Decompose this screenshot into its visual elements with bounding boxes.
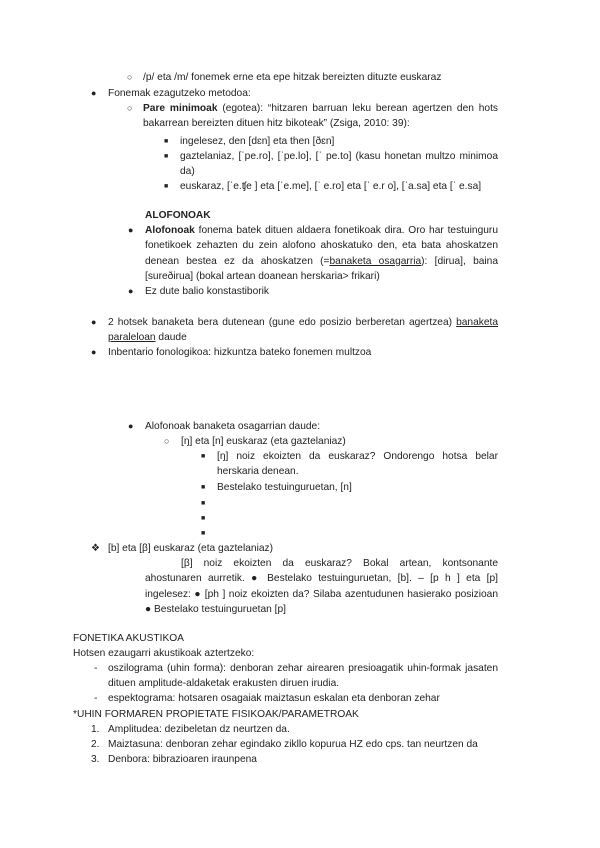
parallel-text-end: daude	[155, 332, 187, 344]
allophones-label: Alofonoak	[145, 225, 195, 236]
ng-elsewhere: Bestelako testuinguruetan, [n]	[217, 482, 352, 493]
minimal-pairs-label: Pare minimoak	[143, 103, 218, 114]
pm-phonemes-line: /p/ eta /m/ fonemek erne eta epe hitzak bereizten dituzte euskaraz	[143, 72, 442, 83]
parallel-distribution-item	[108, 315, 498, 346]
number-1: 1.	[91, 724, 100, 735]
allophones-heading: ALOFONOAK	[145, 210, 211, 221]
square-bullet: ■	[201, 453, 206, 460]
pair-example-spanish: gaztelaniaz, [ˈpe.ro], [ˈpe.lo], [ˈ pe.to] (kasu honetan multzo minimoa da)	[180, 151, 498, 178]
method-heading: Fonemak ezagutzeko metodoa:	[108, 88, 251, 99]
pair-example-basque: euskaraz, [ˈe.ʧe ] eta [ˈe.me], [ˈ e.ro] eta [ˈ e.r o], [ˈa.sa] eta [ˈ e.sa]	[180, 181, 482, 192]
minimal-pairs-definition: (egotea): “hitzaren barruan leku berean agertzen den hots bakarrean bereizten dituen hitz bikoteak” (Zsiga, 2010: 39):	[143, 103, 498, 130]
complementary-distribution-term: banaketa osagarria	[329, 255, 422, 267]
number-3: 3.	[91, 754, 100, 765]
b-beta-heading: [b] eta [β] euskaraz (eta gaztelaniaz)	[108, 543, 273, 554]
dash-bullet: -	[94, 663, 98, 674]
parallel-distribution-term: banaketa paraleloan	[108, 317, 498, 344]
spectrogram-item: espektograma: hotsaren osagaiak maiztasun eskalan eta denboran zehar	[108, 693, 440, 704]
filled-bullet: ●	[91, 347, 97, 357]
circle-bullet: ○	[127, 72, 133, 82]
filled-bullet: ●	[91, 88, 97, 98]
minimal-pairs-paragraph	[143, 101, 498, 132]
b-beta-body: [β] noiz ekoizten da euskaraz? Bokal artean, kontsonante ahostunaren aurretik. ● Bestelako testuinguruetan, [b]. – [p h ] eta [p] ingelesez: ● [ph ] noiz ekoizten da? Silaba azentudunen hasierako posizioan ● Bestelako testuinguruetan [p]	[145, 558, 498, 615]
acoustic-phonetics-heading: FONETIKA AKUSTIKOA	[73, 633, 184, 644]
square-bullet: ■	[164, 153, 169, 160]
square-bullet: ■	[201, 500, 206, 507]
complementary-item: Alofonoak banaketa osagarrian daude:	[145, 421, 321, 432]
ng-question: [ŋ] noiz ekoizten da euskaraz? Ondorengo hotsa belar herskaria denean.	[217, 451, 498, 478]
diamond-bullet: ❖	[91, 543, 100, 554]
square-bullet: ■	[164, 138, 169, 145]
waveform-properties-heading: *UHIN FORMAREN PROPIETATE FISIKOAK/PARAMETROAK	[73, 709, 359, 720]
duration-item: Denbora: bibrazioaren iraunpena	[108, 754, 257, 765]
circle-bullet: ○	[127, 103, 133, 113]
circle-bullet: ○	[164, 436, 170, 446]
square-bullet: ■	[164, 183, 169, 190]
square-bullet: ■	[201, 515, 206, 522]
frequency-item: Maiztasuna: denboran zehar egindako zikllo kopurua HZ edo cps. tan neurtzen da	[108, 739, 478, 750]
filled-bullet: ●	[91, 317, 97, 327]
allophones-text: fonema batek dituen aldaera fonetikoak dira. Oro har testuinguru fonetikoek zehazten du zein alofono ahoskatuko den, eta bata ahoskatzen denean bestea ez da ahoskatzen (=	[145, 225, 498, 267]
acoustic-features-line: Hotsen ezaugarri akustikoak aztertzeko:	[73, 648, 255, 659]
filled-bullet: ●	[128, 286, 134, 296]
non-contrastive-note: Ez dute balio konstastiborik	[145, 286, 270, 297]
oscillogram-item: oszilograma (uhin forma): denboran zehar airearen presioagatik uhin-formak jasaten dituen amplitude-aldaketak erakusten diruen irudia.	[108, 663, 498, 690]
ng-n-heading: [ŋ] eta [n] euskaraz (eta gaztelaniaz)	[181, 436, 346, 447]
allophones-example: ): [dirua], baina [sureðirua] (bokal artean doanean herskaria> frikari)	[145, 255, 498, 282]
square-bullet: ■	[201, 484, 206, 491]
dash-bullet: -	[94, 693, 98, 704]
allophones-definition	[145, 223, 498, 284]
square-bullet: ■	[201, 530, 206, 537]
parallel-text: 2 hotsek banaketa bera dutenean (gune edo posizio berberetan agertzea)	[108, 317, 457, 328]
inventory-item: Inbentario fonologikoa: hizkuntza bateko fonemen multzoa	[108, 347, 372, 358]
number-2: 2.	[91, 739, 100, 750]
filled-bullet: ●	[128, 225, 134, 235]
filled-bullet: ●	[128, 421, 134, 431]
pair-example-english: ingelesez, den [dɛn] eta then [ðɛn]	[180, 136, 335, 147]
amplitude-item: Amplitudea: dezibeletan dz neurtzen da.	[108, 724, 290, 735]
